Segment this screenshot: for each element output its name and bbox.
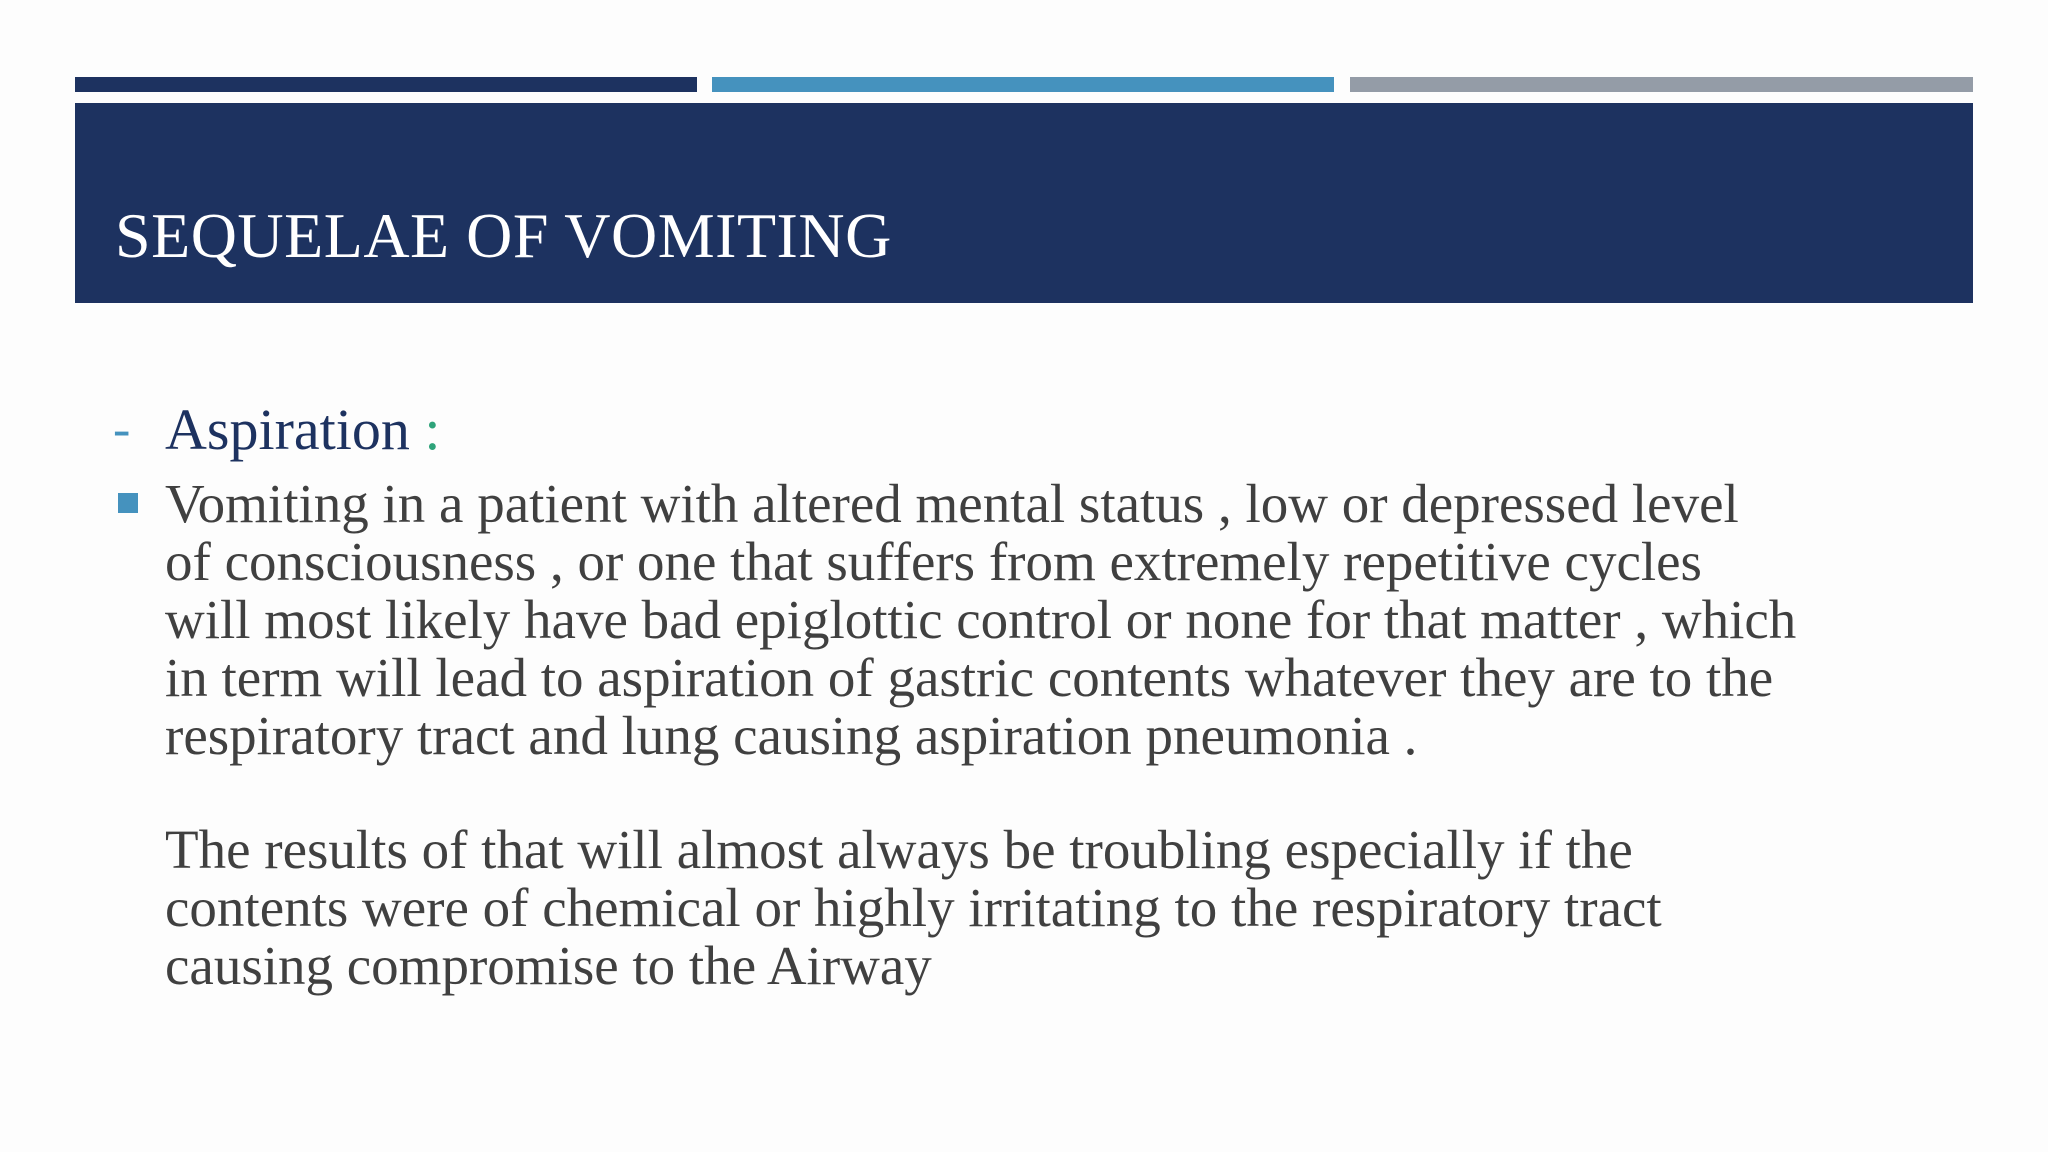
- paragraph-1: [165, 475, 1980, 765]
- slide-title: SEQUELAE OF VOMITING: [115, 200, 892, 271]
- bullet-item: [110, 475, 1980, 995]
- heading-row: [110, 395, 1980, 465]
- heading-colon: :: [424, 397, 441, 462]
- paragraph-spacer: [165, 765, 1980, 821]
- paragraph-2: [165, 821, 1980, 995]
- paragraph-line: in term will lead to aspiration of gastric contents whatever they are to the: [165, 647, 1774, 708]
- slide-content: [110, 395, 1980, 995]
- paragraph-line: causing compromise to the Airway: [165, 935, 932, 996]
- accent-bar-gray: [1350, 77, 1973, 92]
- paragraph-line: of consciousness , or one that suffers from extremely repetitive cycles: [165, 531, 1702, 592]
- heading-label: Aspiration: [165, 397, 410, 462]
- paragraph-line: respiratory tract and lung causing aspiration pneumonia .: [165, 705, 1418, 766]
- title-band: [75, 103, 1973, 303]
- paragraph-line: Vomiting in a patient with altered mental status , low or depressed level: [165, 473, 1739, 534]
- paragraph-line: The results of that will almost always be troubling especially if the: [165, 819, 1633, 880]
- square-bullet-icon: [118, 493, 138, 513]
- dash-bullet-marker: -: [113, 401, 131, 458]
- paragraph-line: contents were of chemical or highly irritating to the respiratory tract: [165, 877, 1662, 938]
- accent-bar-blue: [712, 77, 1334, 92]
- accent-bar-navy: [75, 77, 697, 92]
- paragraph-line: will most likely have bad epiglottic control or none for that matter , which: [165, 589, 1797, 650]
